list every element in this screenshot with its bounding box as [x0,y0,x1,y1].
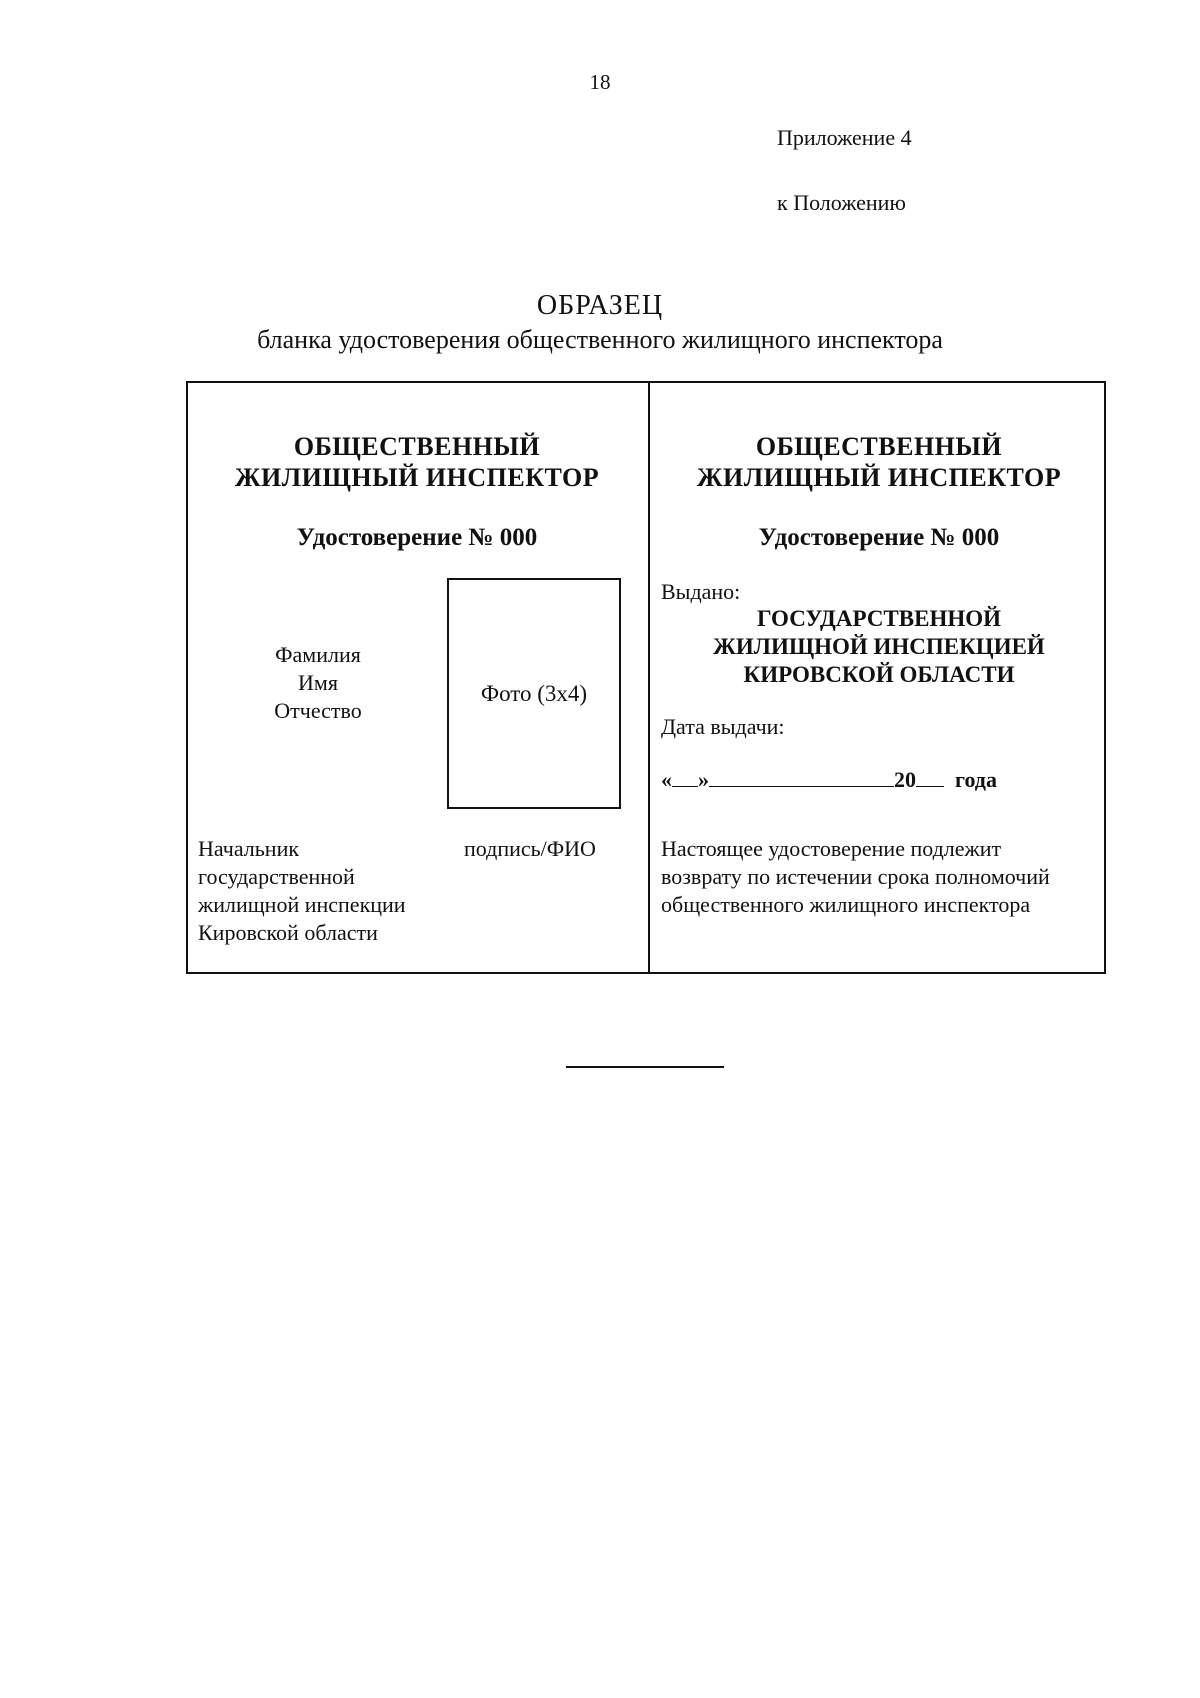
issued-label: Выдано: [661,579,741,604]
date-year-blank [916,766,944,787]
chief-line-4: Кировской области [198,920,378,945]
chief-block [198,835,406,947]
date-year-word: года [955,767,997,792]
note-block [661,835,1050,919]
issue-date-row [661,766,997,793]
document-subtitle: бланка удостоверения общественного жилищного инспектора [257,325,943,354]
note-line-2: возврату по истечении срока полномочий [661,864,1050,889]
issuer-line-3: КИРОВСКОЙ ОБЛАСТИ [743,662,1015,687]
issuer-block [650,605,1108,689]
date-close-quote: » [698,767,709,792]
date-month-blank [709,766,894,787]
right-heading-line-2: ЖИЛИЩНЫЙ ИНСПЕКТОР [696,463,1062,492]
end-rule [566,1066,724,1068]
appendix-line-2: к Положению [777,190,906,215]
signature-label: подпись/ФИО [464,836,596,861]
date-open-quote: « [661,767,672,792]
issue-date-label: Дата выдачи: [661,714,785,739]
chief-line-3: жилищной инспекции [198,892,406,917]
left-panel-heading [188,431,646,493]
photo-placeholder [447,578,621,809]
page-number: 18 [589,70,611,94]
left-heading-line-2: ЖИЛИЩНЫЙ ИНСПЕКТОР [234,463,600,492]
chief-line-2: государственной [198,864,355,889]
photo-label: Фото (3х4) [480,680,588,706]
right-panel-heading [650,431,1108,493]
note-line-1: Настоящее удостоверение подлежит [661,836,1002,861]
issuer-line-1: ГОСУДАРСТВЕННОЙ [756,606,1002,631]
appendix-line-1: Приложение 4 [777,125,912,150]
issuer-line-2: ЖИЛИЩНОЙ ИНСПЕКЦИЕЙ [713,634,1045,659]
fio-name: Имя [298,670,338,695]
certificate-form [186,381,1106,974]
document-title: ОБРАЗЕЦ [536,290,664,321]
chief-line-1: Начальник [198,836,300,861]
date-century: 20 [894,767,916,792]
right-heading-line-1: ОБЩЕСТВЕННЫЙ [755,432,1003,461]
fio-patronymic: Отчество [274,698,362,723]
fio-block [228,641,408,725]
note-line-3: общественного жилищного инспектора [661,892,1031,917]
date-day-blank [672,766,698,787]
right-cert-number: Удостоверение № 000 [758,524,1000,551]
left-cert-number: Удостоверение № 000 [296,524,538,551]
left-heading-line-1: ОБЩЕСТВЕННЫЙ [293,432,541,461]
fio-surname: Фамилия [275,642,361,667]
